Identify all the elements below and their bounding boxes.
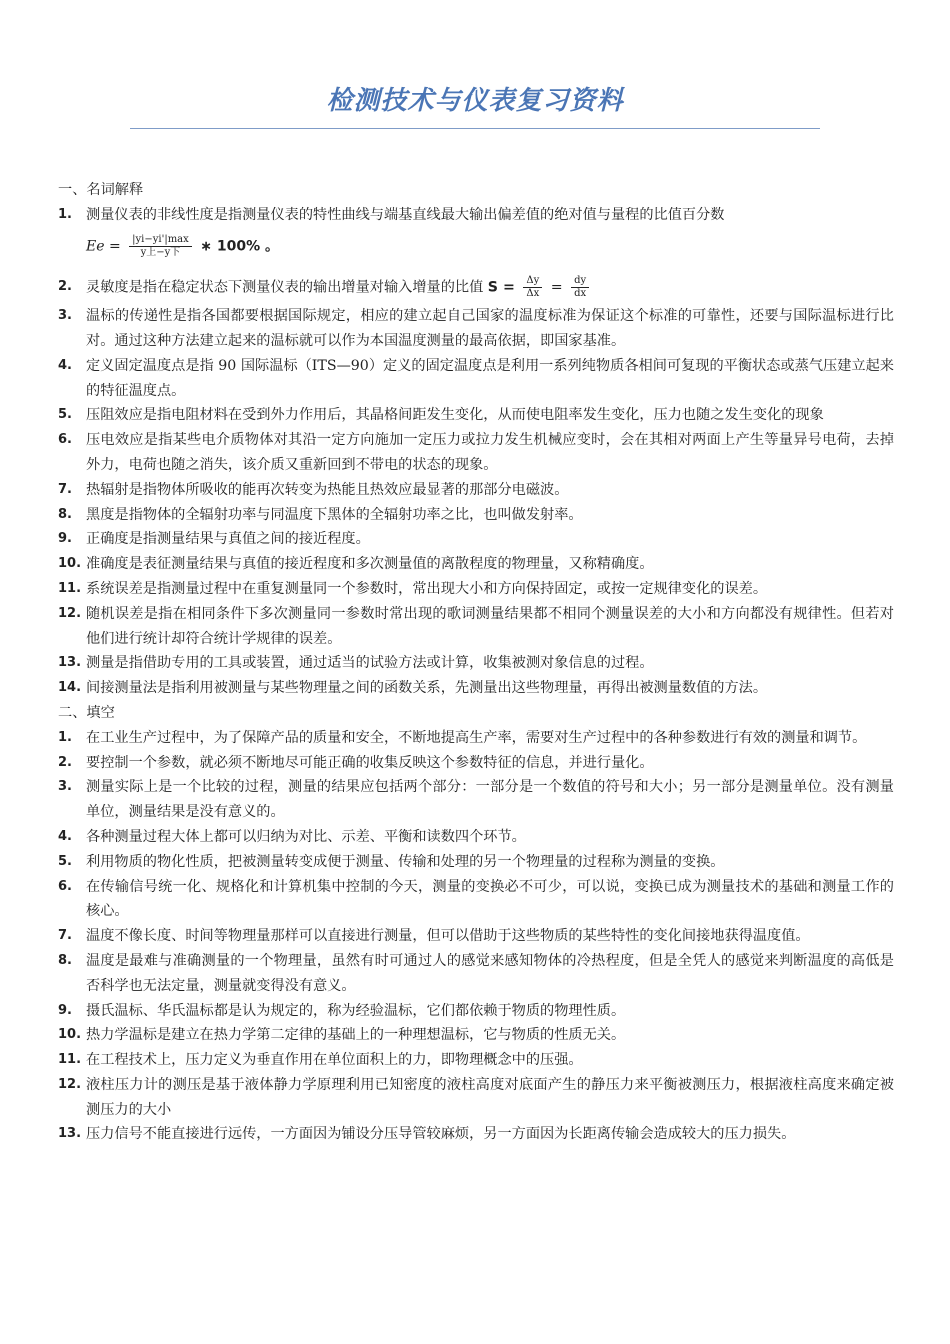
list-item (58, 304, 894, 354)
formula-denominator: Δx (526, 287, 540, 299)
item-text: 热辐射是指物体所吸收的能再次转变为热能且热效应最显著的那部分电磁波。 (86, 481, 569, 498)
formula-numerator: dy (571, 275, 589, 288)
item-number: 11. (58, 1052, 82, 1068)
item-text: 准确度是表征测量结果与真值的接近程度和多次测量值的离散程度的物理量，又称精确度。 (86, 556, 654, 573)
item-text: 压阻效应是指电阻材料在受到外力作用后，其晶格间距发生变化，从而使电阻率发生变化，压力也随之发生变化的现象 (86, 407, 824, 424)
list-item (58, 1122, 894, 1147)
list-item (58, 850, 894, 875)
formula-lhs: S = (487, 279, 515, 296)
formula-numerator: Δy (523, 275, 542, 288)
item-number: 8. (58, 952, 72, 968)
item-number: 5. (58, 853, 72, 869)
list-item (58, 503, 894, 528)
item-text: 压电效应是指某些电介质物体对其沿一定方向施加一定压力或拉力发生机械应变时，会在其相对两面上产生等量异号电荷，去掉外力，电荷也随之消失，该介质又重新回到不带电的状态的现象。 (86, 432, 894, 473)
item-text: 压力信号不能直接进行远传，一方面因为铺设分压导管较麻烦，另一方面因为长距离传输会造成较大的压力损失。 (86, 1126, 796, 1143)
item-number: 13. (58, 1126, 82, 1142)
list-item (58, 875, 894, 925)
formula-fraction (523, 275, 542, 300)
list-item (58, 775, 894, 825)
formula-rhs: ∗ 100% 。 (200, 238, 279, 255)
item-number: 8. (58, 506, 72, 522)
item-number: 9. (58, 1002, 72, 1018)
formula-fraction (571, 275, 589, 300)
formula-denominator: y上−y下 (140, 246, 181, 258)
item-text: 各种测量过程大体上都可以归纳为对比、示差、平衡和读数四个环节。 (86, 828, 526, 845)
list-item (58, 602, 894, 652)
list-item (58, 577, 894, 602)
list-item (58, 1073, 894, 1123)
formula-numerator: |yi−yi'|max (129, 234, 192, 247)
list-item (58, 999, 894, 1024)
item-text: 在工程技术上，压力定义为垂直作用在单位面积上的力，即物理概念中的压强。 (86, 1052, 583, 1069)
glossary-list (58, 304, 894, 701)
item-text: 在工业生产过程中，为了保障产品的质量和安全，不断地提高生产率，需要对生产过程中的各种参数进行有效的测量和调节。 (86, 729, 867, 746)
section-fill-in (58, 701, 894, 1147)
item-text: 灵敏度是指在稳定状态下测量仪表的输出增量对输入增量的比值 (86, 279, 484, 296)
document-title: 检测技术与仪表复习资料 (326, 86, 624, 116)
list-item (58, 751, 894, 776)
item-text: 随机误差是指在相同条件下多次测量同一参数时常出现的歌词测量结果都不相同个测量误差的大小和方向都没有规律性。但若对他们进行统计却符合统计学规律的误差。 (86, 605, 894, 647)
formula-denominator: dx (574, 287, 587, 299)
list-item (58, 651, 894, 676)
formula-equals: = (550, 279, 563, 296)
item-number: 12. (58, 1076, 82, 1092)
item-text: 在传输信号统一化、规格化和计算机集中控制的今天，测量的变换必不可少，可以说，变换已成为测量技术的基础和测量工作的核心。 (86, 878, 894, 920)
item-number: 7. (58, 928, 72, 944)
item-number: 10. (58, 1027, 82, 1043)
list-item (58, 1048, 894, 1073)
list-item (58, 478, 894, 503)
list-item (58, 1023, 894, 1048)
item-text: 要控制一个参数，就必须不断地尽可能正确的收集反映这个参数特征的信息，并进行量化。 (86, 754, 654, 771)
list-item (58, 428, 894, 478)
formula-lhs: Ee = (86, 238, 121, 255)
item-number: 13. (58, 655, 82, 671)
item-number: 3. (58, 779, 72, 795)
item-text: 热力学温标是建立在热力学第二定律的基础上的一种理想温标，它与物质的性质无关。 (86, 1027, 626, 1044)
title-divider (130, 128, 820, 129)
item-number: 2. (58, 278, 72, 294)
item-number: 1. (58, 729, 72, 745)
list-item (58, 949, 894, 999)
list-item (58, 354, 894, 404)
list-item (58, 924, 894, 949)
item-text: 测量实际上是一个比较的过程，测量的结果应包括两个部分：一部分是一个数值的符号和大小；另一部分是测量单位。没有测量单位，测量结果是没有意义的。 (86, 779, 894, 821)
list-item (58, 726, 894, 751)
item-text: 利用物质的物化性质，把被测量转变成便于测量、传输和处理的另一个物理量的过程称为测量的变换。 (86, 853, 725, 870)
item-text: 黑度是指物体的全辐射功率与同温度下黑体的全辐射功率之比，也叫做发射率。 (86, 506, 583, 523)
item-text: 温度是最难与准确测量的一个物理量，虽然有时可通过人的感觉来感知物体的冷热程度，但是全凭人的感觉来判断温度的高低是否科学也无法定量，测量就变得没有意义。 (86, 952, 894, 994)
item-number: 1. (58, 206, 72, 222)
item-number: 11. (58, 580, 82, 596)
item-number: 2. (58, 754, 72, 770)
item-number: 7. (58, 481, 72, 497)
item-number: 4. (58, 357, 72, 373)
item-number: 9. (58, 531, 72, 547)
list-item (58, 203, 894, 259)
fill-in-list (58, 726, 894, 1148)
list-item (58, 527, 894, 552)
list-item (58, 552, 894, 577)
formula-fraction (129, 234, 192, 259)
list-item (58, 676, 894, 701)
list-item (58, 403, 894, 428)
item-number: 5. (58, 407, 72, 423)
section-heading: 二、填空 (58, 704, 115, 721)
list-item (58, 275, 894, 300)
item-number: 14. (58, 680, 82, 696)
item-text: 正确度是指测量结果与真值之间的接近程度。 (86, 531, 370, 548)
list-item (58, 825, 894, 850)
item-text: 温标的传递性是指各国都要根据国际规定，相应的建立起自己国家的温度标准为保证这个标准的可靠性，还要与国际温标进行比对。通过这种方法建立起来的温标就可以作为本国温度测量的最高依据，即国家基准。 (86, 308, 894, 349)
item-number: 12. (58, 605, 82, 621)
item-number: 6. (58, 878, 72, 894)
document-body (58, 178, 894, 1147)
item-text: 定义固定温度点是指 90 国际温标（ITS—90）定义的固定温度点是利用一系列纯物质各相间可复现的平衡状态或蒸气压建立起来的特征温度点。 (86, 357, 894, 399)
nonlinearity-formula (86, 234, 894, 259)
item-text: 温度不像长度、时间等物理量那样可以直接进行测量，但可以借助于这些物质的某些特性的变化间接地获得温度值。 (86, 928, 810, 945)
item-number: 6. (58, 432, 72, 448)
item-text: 摄氏温标、华氏温标都是认为规定的，称为经验温标，它们都依赖于物质的物理性质。 (86, 1002, 626, 1019)
section-glossary (58, 178, 894, 701)
item-text: 间接测量法是指利用被测量与某些物理量之间的函数关系，先测量出这些物理量，再得出被测量数值的方法。 (86, 680, 768, 697)
item-number: 4. (58, 828, 72, 844)
item-text: 液柱压力计的测压是基于液体静力学原理利用已知密度的液柱高度对底面产生的静压力来平衡被测压力，根据液柱高度来确定被测压力的大小 (86, 1076, 894, 1118)
item-text: 测量仪表的非线性度是指测量仪表的特性曲线与端基直线最大输出偏差值的绝对值与量程的比值百分数 (86, 206, 725, 223)
item-text: 系统误差是指测量过程中在重复测量同一个参数时，常出现大小和方向保持固定，或按一定规律变化的误差。 (86, 580, 768, 597)
item-text: 测量是指借助专用的工具或装置，通过适当的试验方法或计算，收集被测对象信息的过程。 (86, 655, 654, 672)
section-heading: 一、名词解释 (58, 182, 144, 198)
item-number: 3. (58, 308, 72, 324)
item-number: 10. (58, 556, 82, 572)
